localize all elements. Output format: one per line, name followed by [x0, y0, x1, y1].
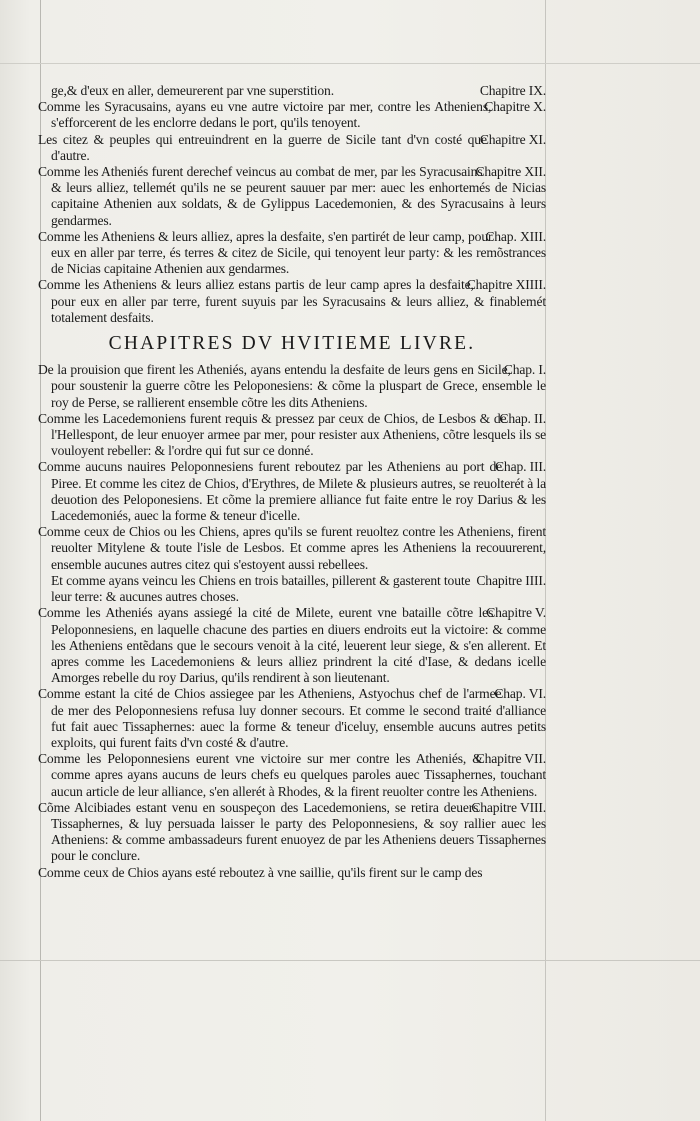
toc-entry: [38, 277, 546, 326]
toc-entry: [38, 229, 546, 278]
entry-text: Les citez & peuples qui entreuindrent en la guerre de Sicile tant d'vn costé que d'autre.: [38, 131, 487, 163]
toc-entry: [38, 164, 546, 229]
toc-entry: [38, 524, 546, 573]
toc-entry: [38, 99, 546, 131]
toc-list-book-7: [38, 99, 546, 326]
toc-entry: [38, 751, 546, 800]
entry-text: Comme les Atheniés ayans assiegé la cité de Milete, eurent vne bataille cõtre les Peloponnesiens, en laquelle chacune des parties en diuers endroits eut la victoire: & comme les Atheniens entẽdans que le secours venoit à la cité, leuerent leur siege, & s'en allerent. Et apres comme les Lacedemoniens & leurs alliez prindrent la cité d'Iase, & dedans icelle Amorges rebelle du roy Darius, qu'ils rendirent à son lieutenant.: [38, 605, 546, 686]
toc-list-book-8: [38, 362, 546, 881]
chapter-ref: Chapitre IX.: [479, 83, 546, 98]
chapter-ref: Chapitre X.: [484, 99, 546, 115]
chapter-ref: Chapitre VII.: [475, 751, 546, 767]
chapter-ref: Chapitre VIII.: [471, 799, 546, 815]
entry-text: Comme les Atheniés furent derechef veincus au combat de mer, par les Syracusains & leurs alliez, tellemét qu'ils ne se peurent sauuer par mer: auec les enhortemés de Nicias capitaine Athenien aux soldats, & de Gylippus Lacedemonien, & des Syracusains à leurs gendarmes.: [38, 164, 546, 228]
entry-text: Comme ceux de Chios ou les Chiens, apres qu'ils se furent reuoltez contre les Atheniens, firent reuolter Mitylene & toute l'isle de Lesbos. Et comme apres les Atheniens la recouurerent, ensemble aucunes autres citez qui s'estoyent aussi rebellees.: [38, 524, 546, 572]
toc-entry: [38, 865, 546, 881]
entry-text: Comme ceux de Chios ayans esté reboutez à vne saillie, qu'ils firent sur le camp des: [38, 864, 483, 880]
toc-entry: [38, 459, 546, 524]
entry-text: Comme les Lacedemoniens furent requis & pressez par ceux de Chios, de Lesbos & de l'Hellespont, de leur enuoyer armee par mer, pour resister aux Atheniens, cõtre lesquels ils se vouloyent rebeller: & l'ordre qui fut sur ce donné.: [38, 410, 546, 459]
chapter-ref: Chap. I.: [503, 362, 546, 378]
chapter-ref: Chapitre XII.: [475, 164, 546, 180]
entry-text: Comme les Atheniens & leurs alliez, apres la desfaite, s'en partirét de leur camp, pour eux en aller par terre, és terres & citez de Sicile, qui tenoyent leur party: & les remõstrances de Nicias capitaine Athenien aux gendarmes.: [38, 228, 546, 277]
fold-line-bottom: [0, 960, 700, 961]
toc-entry: [38, 362, 546, 411]
chapter-ref: Chapitre IIII.: [476, 572, 546, 588]
toc-entry: [38, 800, 546, 865]
toc-entry: [38, 686, 546, 751]
toc-entry-continuation: [38, 83, 546, 99]
entry-text: Et comme ayans veincu les Chiens en trois batailles, pillerent & gasterent toute leur terre: & aucunes autres choses.: [51, 572, 471, 605]
entry-text: Comme aucuns nauires Peloponnesiens furent reboutez par les Atheniens au port de Piree. Et comme les citez de Chios, d'Erythres, de Milete & plusieurs autres, se reuolterét à la deuotion des Peloponesiens. Et cõme la premiere alliance fut faite entre le roy Darius & les Lacedemoniés, auec la forme & teneur d'icelle.: [38, 459, 546, 524]
entry-text: ge,& d'eux en aller, demeurerent par vne superstition.: [51, 83, 334, 98]
chapter-ref: Chap. VI.: [494, 686, 546, 702]
chapter-ref: Chapitre XI.: [479, 131, 546, 147]
chapter-ref: Chap. II.: [499, 410, 546, 426]
entry-text: Comme les Peloponnesiens eurent vne victoire sur mer contre les Atheniés, & comme apres ayans aucuns de leurs chefs eu quelques paroles auec Tissaphernes, touchant aucun article de leur alliance, s'en allerét à Rhodes, & la firent reuolter contre les Atheniens.: [38, 751, 546, 799]
chapter-ref: Chapitre XIIII.: [466, 277, 546, 293]
toc-entry: [38, 573, 546, 605]
toc-entry: [38, 605, 546, 686]
section-heading: CHAPITRES DV HVITIEME LIVRE.: [108, 333, 476, 355]
entry-text: Comme les Atheniens & leurs alliez estans partis de leur camp apres la desfaite, pour eux en aller par terre, furent suyuis par les Syracusains & leurs alliez, & finablemét totalement desfaits.: [38, 277, 546, 325]
toc-entry: [38, 132, 546, 164]
toc-entry: [38, 411, 546, 460]
chapter-ref: Chapitre V.: [486, 605, 546, 621]
fold-line-top: [0, 63, 700, 64]
chapter-ref: Chap. III.: [495, 459, 546, 475]
table-of-contents: [38, 83, 546, 881]
entry-text: Comme estant la cité de Chios assiegee par les Atheniens, Astyochus chef de l'armee de mer des Peloponnesiens refusa luy donner secours. Et comme le second traité d'alliance fut fait auec Tissaphernes: auec la forme & teneur d'iceluy, ensemble aucuns autres petits exploits, qui furent faits d'vn costé & d'autre.: [38, 686, 546, 750]
entry-text: De la prouision que firent les Atheniés, ayans entendu la desfaite de leurs gens en Sicile, pour soustenir la guerre cõtre les Peloponesiens: & cõme la pluspart de Grece, ensemble le roy de Perse, se rallierent ensemble cõtre les dits Atheniens.: [38, 362, 546, 410]
chapter-ref: Chap. XIII.: [485, 228, 546, 244]
entry-text: Cõme Alcibiades estant venu en souspeçon des Lacedemoniens, se retira deuers Tissaphernes, & luy persuada laisser le party des Peloponnesiens, & soy rallier auec les Atheniens: & comme ambassadeurs furent enuoyez de par les Atheniens deuers Tissaphernes pour le conclure.: [38, 799, 546, 864]
entry-text: Comme les Syracusains, ayans eu vne autre victoire par mer, contre les Atheniens, s'efforcerent de les enclorre dedans le port, qu'ils tenoyent.: [38, 99, 492, 131]
